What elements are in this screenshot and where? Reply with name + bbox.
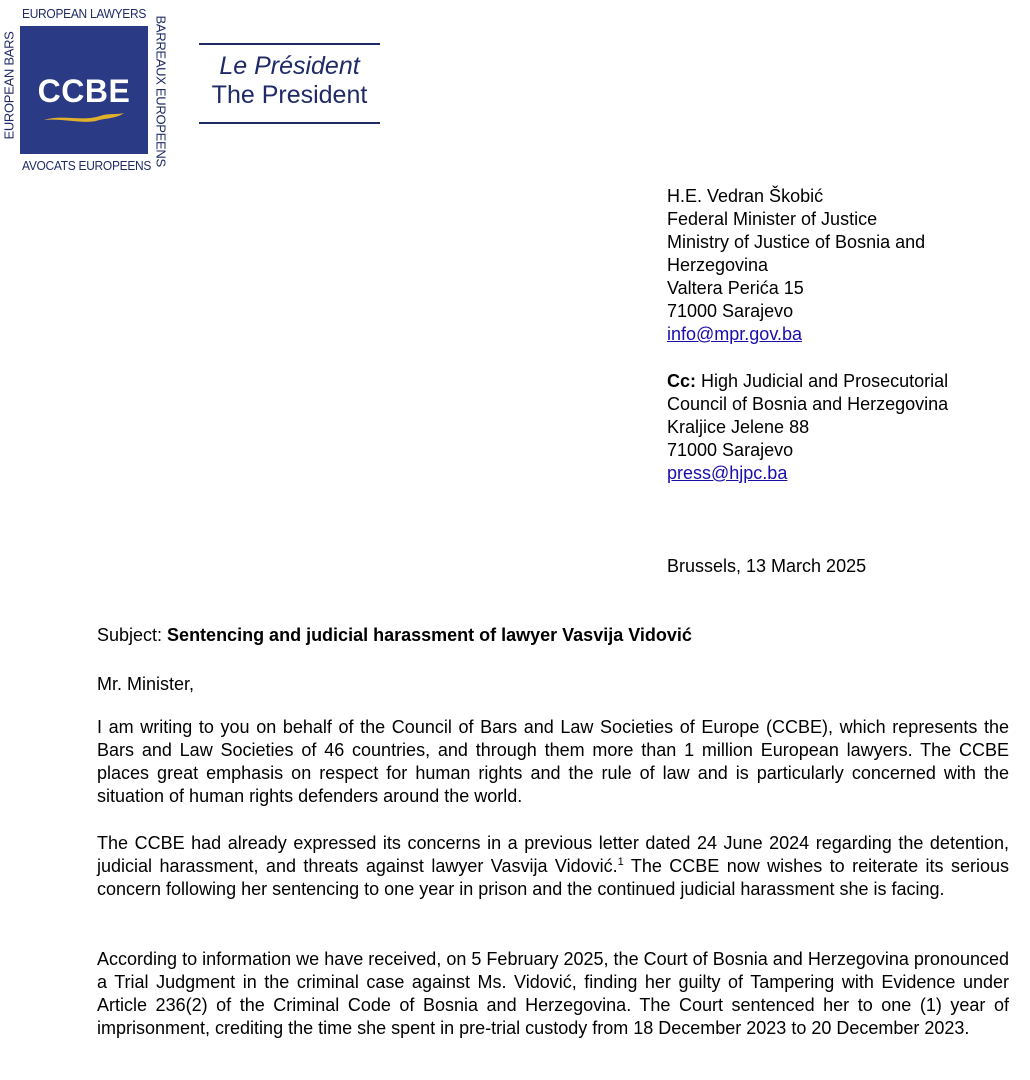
recipient-line: 71000 Sarajevo [667, 301, 794, 321]
cc-line: Kraljice Jelene 88 [667, 417, 810, 437]
recipient-email-link[interactable]: info@mpr.gov.ba [667, 324, 803, 344]
paragraph-2-text: The CCBE now wishes to reiterate its serious concern following her sentencing to one year in prison and the continued judicial harassment she is facing. [97, 856, 1009, 899]
logo-box [20, 26, 148, 154]
paragraph-1: I am writing to you on behalf of the Council of Bars and Law Societies of Europe (CCBE), which represents the Bars and Law Societies of 46 countries, and through them more than 1 million European lawyers. The CCBE places great emphasis on respect for human rights and the rule of law and is particularly concerned with the situation of human rights defenders around the world. [97, 717, 1009, 806]
president-title [199, 43, 380, 124]
letter-date: Brussels, 13 March 2025 [667, 556, 867, 576]
salutation: Mr. Minister, [97, 674, 195, 694]
recipient-line: Herzegovina [667, 255, 769, 275]
logo-right-text: BARREAUX EUROPEENS [153, 15, 169, 167]
paragraph-2-text: The CCBE had already expressed its concerns in a previous letter dated 24 June 2024 regarding the detention, judicial harassment, and threats against lawyer Vasvija Vidović. [97, 833, 1009, 876]
logo-acronym: CCBE [37, 73, 131, 109]
cc-line: High Judicial and Prosecutorial [696, 371, 949, 391]
cc-label: Cc: [667, 371, 697, 391]
cc-email-link[interactable]: press@hjpc.ba [667, 463, 788, 483]
paragraph-2 [97, 832, 1009, 901]
footnote-marker[interactable]: 1 [617, 856, 624, 868]
title-french: Le Président [219, 52, 360, 80]
recipient-line: Federal Minister of Justice [667, 209, 878, 229]
logo-swoosh-icon [42, 110, 126, 124]
recipient-address [667, 185, 925, 346]
logo-left-text: EUROPEAN BARS [1, 31, 17, 140]
cc-line: Council of Bosnia and Herzegovina [667, 394, 949, 414]
cc-address [667, 370, 948, 485]
title-english: The President [211, 81, 368, 109]
ccbe-logo [0, 0, 175, 180]
subject-text: Sentencing and judicial harassment of lawyer Vasvija Vidović [167, 625, 692, 645]
recipient-line: Ministry of Justice of Bosnia and [667, 232, 926, 252]
subject-label: Subject: [97, 625, 168, 645]
logo-top-text: EUROPEAN LAWYERS [22, 6, 147, 21]
paragraph-3: According to information we have received, on 5 February 2025, the Court of Bosnia and Herzegovina pronounced a Trial Judgment in the criminal case against Ms. Vidović, finding her guilty of Tampering with Evidence under Article 236(2) of the Criminal Code of Bosnia and Herzegovina. The Court sentenced her to one (1) year of imprisonment, crediting the time she spent in pre-trial custody from 18 December 2023 to 20 December 2023. [97, 949, 1009, 1038]
logo-bottom-text: AVOCATS EUROPEENS [22, 158, 152, 173]
cc-line: 71000 Sarajevo [667, 440, 794, 460]
recipient-line: Valtera Perića 15 [667, 278, 804, 298]
recipient-line: H.E. Vedran Škobić [667, 186, 824, 206]
subject-line [97, 624, 692, 647]
